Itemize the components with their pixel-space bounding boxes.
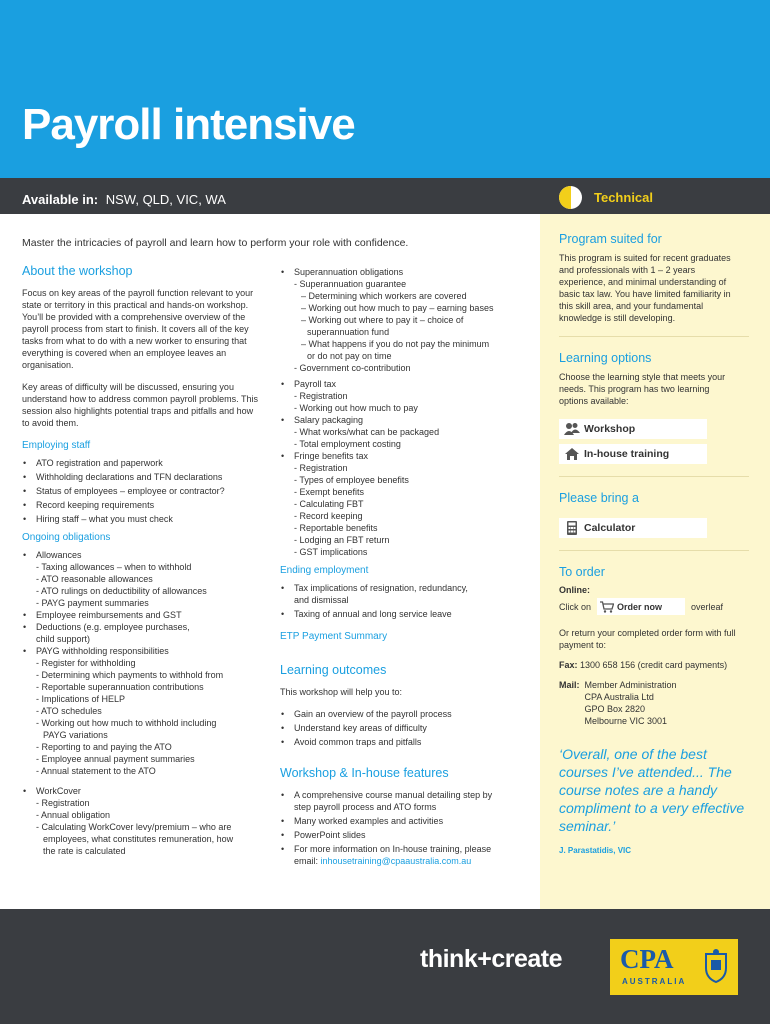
list-item: • Employee reimbursements and GST xyxy=(22,609,262,621)
item-label: • For more information on In-house training, please xyxy=(294,844,492,854)
online-label: Online: xyxy=(559,585,590,595)
column-left xyxy=(22,264,262,857)
testimonial-quote: ‘Overall, one of the best courses I’ve attended... The course notes are a handy compliment to a very effective seminar.’ xyxy=(559,746,745,834)
sub-item: - GST implications xyxy=(294,547,368,557)
sub-item: – Working out how much to pay – earning bases xyxy=(301,303,494,313)
list-item xyxy=(22,645,262,777)
sub-item: - Registration xyxy=(294,463,348,473)
sub-item: - Total employment costing xyxy=(294,439,401,449)
fax-value: 1300 658 156 (credit card payments) xyxy=(580,660,728,670)
suited-title: Program suited for xyxy=(559,232,662,246)
item-label: email: xyxy=(294,856,319,866)
sub-item: - Government co-contribution xyxy=(294,363,411,373)
features-title: Workshop & In-house features xyxy=(280,766,449,780)
list-item: • Many worked examples and activities xyxy=(280,815,525,827)
list-item xyxy=(280,789,525,813)
list-item: • Status of employees – employee or contractor? xyxy=(22,485,262,497)
about-title: About the workshop xyxy=(22,264,133,278)
ongoing-title: Ongoing obligations xyxy=(22,532,111,543)
list-item: • Understand key areas of difficulty xyxy=(280,722,525,734)
sub-item: – What happens if you do not pay the minimum xyxy=(301,339,490,349)
item-label: • WorkCover xyxy=(36,786,81,796)
logo-text: CPA xyxy=(620,944,674,974)
learning-text: Choose the learning style that meets your needs. This program has two learning options available: xyxy=(559,372,726,406)
click-on-text: Click on xyxy=(559,601,592,612)
sub-item: - Reportable benefits xyxy=(294,523,378,533)
list-item xyxy=(280,414,525,450)
features-list xyxy=(280,789,525,867)
sub-item: - Register for withholding xyxy=(36,658,136,668)
ending-title: Ending employment xyxy=(280,565,369,576)
order-now-button[interactable] xyxy=(597,598,685,615)
sub-item: - Exempt benefits xyxy=(294,487,365,497)
sub-item: - Working out how much to withhold including xyxy=(36,718,217,728)
item-label: child support) xyxy=(36,634,91,644)
sub-item: - What works/what can be packaged xyxy=(294,427,440,437)
divider xyxy=(559,550,749,551)
level-half-circle-icon xyxy=(559,186,582,209)
crest-icon xyxy=(702,948,730,984)
overleaf-text: overleaf xyxy=(691,601,724,612)
sub-item: - Determining which payments to withhold from xyxy=(36,670,224,680)
sub-item: - Annual obligation xyxy=(36,810,111,820)
testimonial-author: J. Parastatidis, VIC xyxy=(559,846,632,855)
page-title: Payroll intensive xyxy=(22,100,355,149)
availability xyxy=(22,192,226,207)
people-icon xyxy=(564,422,580,436)
list-item: • Gain an overview of the payroll process xyxy=(280,708,525,720)
return-text: Or return your completed order form with full payment to: xyxy=(559,628,736,650)
workshop-option[interactable] xyxy=(559,419,707,439)
sub-item: - Working out how much to pay xyxy=(294,403,418,413)
cpa-logo xyxy=(610,939,738,995)
inhouse-label: In-house training xyxy=(584,448,670,460)
calculator-icon xyxy=(564,521,580,535)
order-title: To order xyxy=(559,565,605,579)
sub-item: - PAYG payment summaries xyxy=(36,598,149,608)
list-item xyxy=(280,450,525,558)
logo-subtext: AUSTRALIA xyxy=(622,977,687,986)
sub-item: - Employee annual payment summaries xyxy=(36,754,195,764)
sub-item: - Reportable superannuation contributions xyxy=(36,682,204,692)
fax-line xyxy=(559,659,759,671)
item-label: • PAYG withholding responsibilities xyxy=(36,646,169,656)
item-label: • Superannuation obligations xyxy=(294,267,404,277)
column-middle xyxy=(280,266,525,867)
sub-item: - Record keeping xyxy=(294,511,363,521)
etp-title: ETP Payment Summary xyxy=(280,631,388,642)
bring-title: Please bring a xyxy=(559,491,639,505)
address-line: GPO Box 2820 xyxy=(584,704,646,714)
sub-item: - Registration xyxy=(36,798,90,808)
employing-list xyxy=(22,457,262,525)
workshop-label: Workshop xyxy=(584,423,636,435)
list-item xyxy=(280,378,525,414)
ongoing-list xyxy=(22,549,262,857)
order-now-label: Order now xyxy=(617,601,663,612)
sub-item: - Implications of HELP xyxy=(36,694,126,704)
sub-item: - Taxing allowances – when to withhold xyxy=(36,562,192,572)
calculator-label: Calculator xyxy=(584,522,636,534)
item-label: • Payroll tax xyxy=(294,379,337,389)
list-item: • Record keeping requirements xyxy=(22,499,262,511)
cart-icon xyxy=(600,601,614,613)
list-item: • ATO registration and paperwork xyxy=(22,457,262,469)
item-label: • Salary packaging xyxy=(294,415,364,425)
item-label: • A comprehensive course manual detailing step by xyxy=(294,790,493,800)
list-item xyxy=(280,843,525,867)
sub-item: superannuation fund xyxy=(307,327,390,337)
about-paragraph-2: Key areas of difficulty will be discussed, ensuring you understand how to address common payroll problems. This session also highlights potential traps and pitfalls and how to avoid them. xyxy=(22,382,258,428)
inhouse-option[interactable] xyxy=(559,444,707,464)
list-item: • Hiring staff – what you must check xyxy=(22,513,262,525)
suited-text: This program is suited for recent graduates and professionals with 1 – 2 years experience, and minimal understanding of basic tax law. You have limited familiarity in this skill area, and your fundamental knowledge is still developing. xyxy=(559,253,731,323)
sub-item: - Types of employee benefits xyxy=(294,475,409,485)
address-line: CPA Australia Ltd xyxy=(584,692,654,702)
sub-item: – Determining which workers are covered xyxy=(301,291,467,301)
sub-item: – Working out where to pay it – choice of xyxy=(301,315,464,325)
fax-label: Fax: xyxy=(559,660,578,670)
footer-tagline: think+create xyxy=(420,945,562,973)
learning-title: Learning options xyxy=(559,351,652,365)
item-label: • Deductions (e.g. employee purchases, xyxy=(36,622,190,632)
list-item xyxy=(22,621,262,645)
list-item: • PowerPoint slides xyxy=(280,829,525,841)
about-paragraph-1: Focus on key areas of the payroll function relevant to your state or territory in this practical and hands-on workshop. You’ll be provided with a comprehensive overview of the payroll process from start to finish. It covers all of the key tasks from what to do with a new worker to ensuring that everything is covered when an employee leaves an organisation. xyxy=(22,288,254,370)
email-link[interactable]: inhousetraining@cpaaustralia.com.au xyxy=(320,856,472,866)
sub-item: - Registration xyxy=(294,391,348,401)
sub-item: - Reporting to and paying the ATO xyxy=(36,742,172,752)
sub-item: - Calculating FBT xyxy=(294,499,364,509)
list-item xyxy=(280,582,525,606)
category-label: Technical xyxy=(594,190,654,205)
column-right xyxy=(559,232,759,857)
hero-banner xyxy=(0,0,770,178)
address-line: Member Administration xyxy=(584,680,677,690)
sub-item: or do not pay on time xyxy=(307,351,392,361)
order-row xyxy=(559,598,759,615)
list-item xyxy=(280,266,525,374)
outcomes-lead: This workshop will help you to: xyxy=(280,687,403,697)
intro-text: Master the intricacies of payroll and learn how to perform your role with confidence. xyxy=(22,237,409,249)
item-label: and dismissal xyxy=(294,595,349,605)
sub-item: employees, what constitutes remuneration, how xyxy=(43,834,234,844)
address-line: Melbourne VIC 3001 xyxy=(584,716,668,726)
topics-list xyxy=(280,266,525,558)
sub-item: - ATO schedules xyxy=(36,706,102,716)
sub-item: - ATO rulings on deductibility of allowances xyxy=(36,586,207,596)
sub-item: - ATO reasonable allowances xyxy=(36,574,153,584)
outcomes-list xyxy=(280,708,525,748)
sub-item: the rate is calculated xyxy=(43,846,126,856)
list-item xyxy=(22,785,262,857)
list-item xyxy=(22,549,262,609)
item-label: • Fringe benefits tax xyxy=(294,451,369,461)
availability-label: Available in: xyxy=(22,192,99,207)
list-item: • Avoid common traps and pitfalls xyxy=(280,736,525,748)
mail-address xyxy=(585,679,677,727)
item-label: • Tax implications of resignation, redundancy, xyxy=(294,583,468,593)
divider xyxy=(559,336,749,337)
calculator-item xyxy=(559,518,707,538)
list-item: • Taxing of annual and long service leave xyxy=(280,608,525,620)
sub-item: - Superannuation guarantee xyxy=(294,279,407,289)
mail-block xyxy=(559,679,759,727)
employing-title: Employing staff xyxy=(22,440,91,451)
availability-value: NSW, QLD, VIC, WA xyxy=(105,192,226,207)
sub-item: - Annual statement to the ATO xyxy=(36,766,156,776)
outcomes-title: Learning outcomes xyxy=(280,663,387,677)
sub-item: PAYG variations xyxy=(43,730,108,740)
mail-label: Mail: xyxy=(559,680,580,690)
item-label: step payroll process and ATO forms xyxy=(294,802,437,812)
divider xyxy=(559,476,749,477)
ending-list xyxy=(280,582,525,620)
list-item: • Withholding declarations and TFN declarations xyxy=(22,471,262,483)
sub-item: - Lodging an FBT return xyxy=(294,535,390,545)
sub-item: - Calculating WorkCover levy/premium – who are xyxy=(36,822,232,832)
item-label: • Allowances xyxy=(36,550,82,560)
house-icon xyxy=(564,447,580,461)
